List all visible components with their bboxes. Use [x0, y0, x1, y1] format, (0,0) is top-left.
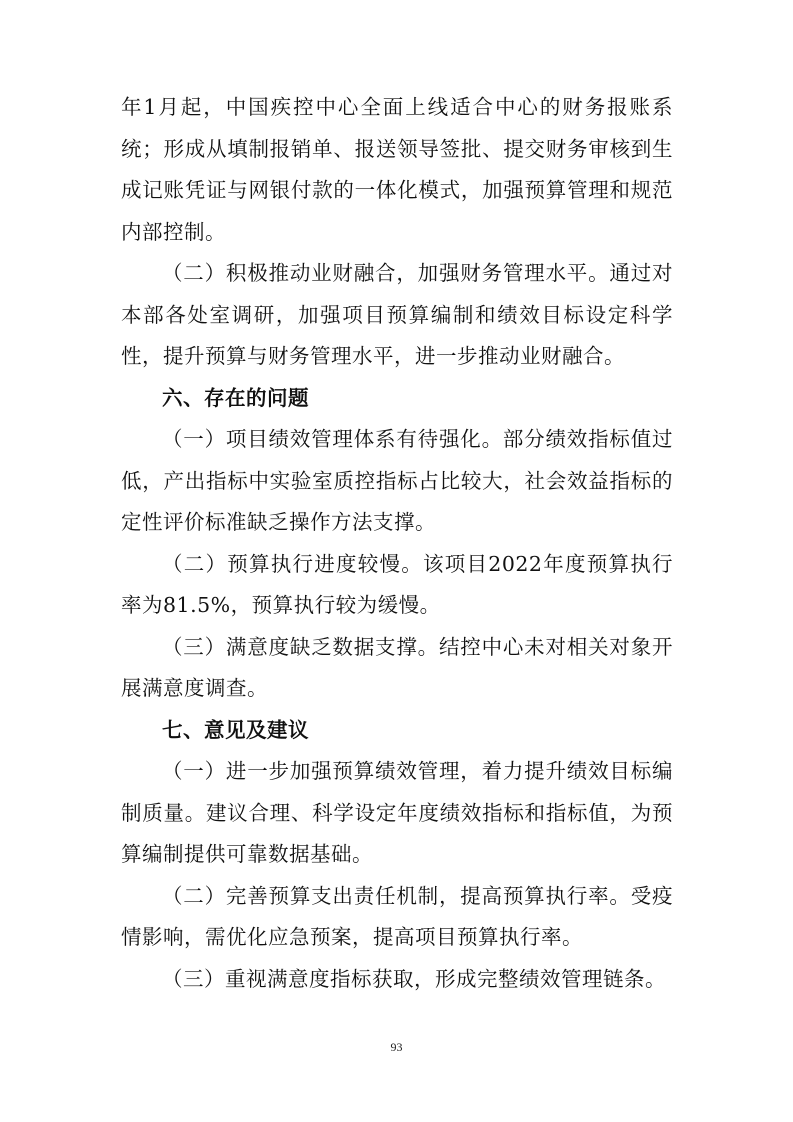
paragraph-suggestion-2: （二）完善预算支出责任机制，提高预算执行率。受疫情影响，需优化应急预案，提高项目预算执行率。	[121, 883, 673, 949]
page-number: 93	[390, 1040, 403, 1054]
paragraph-problem-1: （一）项目绩效管理体系有待强化。部分绩效指标值过低，产出指标中实验室质控指标占比较大，社会效益指标的定性评价标准缺乏操作方法支撑。	[121, 427, 673, 534]
paragraph-suggestion-1: （一）进一步加强预算绩效管理，着力提升绩效目标编制质量。建议合理、科学设定年度绩效指标和指标值，为预算编制提供可靠数据基础。	[121, 759, 673, 866]
paragraph-financial-system: 年1月起，中国疾控中心全面上线适合中心的财务报账系统；形成从填制报销单、报送领导签批、提交财务审核到生成记账凭证与网银付款的一体化模式，加强预算管理和规范内部控制。	[121, 95, 673, 244]
paragraph-suggestion-3: （三）重视满意度指标获取，形成完整绩效管理链条。	[162, 966, 666, 991]
section-heading-suggestions: 七、意见及建议	[162, 717, 309, 742]
document-body	[121, 87, 673, 1000]
section-heading-problems: 六、存在的问题	[162, 385, 309, 410]
paragraph-problem-2: （二）预算执行进度较慢。该项目2022年度预算执行率为81.5%，预算执行较为缓慢。	[121, 551, 673, 617]
paragraph-business-finance-integration: （二）积极推动业财融合，加强财务管理水平。通过对本部各处室调研，加强项目预算编制和绩效目标设定科学性，提升预算与财务管理水平，进一步推动业财融合。	[121, 261, 673, 368]
paragraph-problem-3: （三）满意度缺乏数据支撑。结控中心未对相关对象开展满意度调查。	[121, 634, 673, 700]
